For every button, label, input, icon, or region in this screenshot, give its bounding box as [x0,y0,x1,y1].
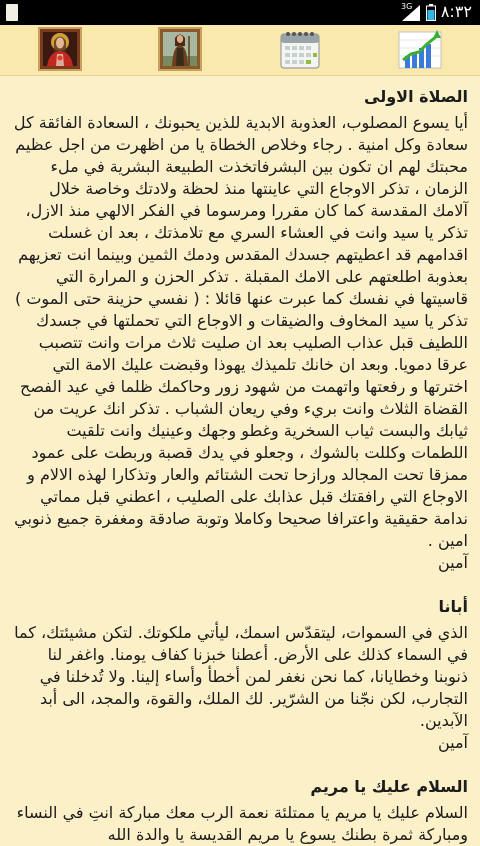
prayer-body [12,802,468,846]
prayer-text-area [0,76,480,846]
prayer-text: الذي في السموات، ليتقدّس اسمك، ليأتي ملكوتك. لتكن مشيئتك، كما في السماء كذلك على الأرض. أعطنا خبزنا كفاف يومنا. واغفر لنا ذنوبنا وخطايانا، كما نحن نغفر لمن أخطأ وأساء إلينا. ولا تُدخلنا في التجارب، لكن نجّنا من الشرّير. لك الملك، والقوة، والمجد، الى أبد الآبدين. [14,623,468,730]
prayer-title: أبانا [438,597,468,616]
prayer-title: السلام عليك يا مريم [310,777,468,796]
prayer-body [12,112,468,574]
prayer-text: أيا يسوع المصلوب، العذوبة الابدية للذين يحبونك ، السعادة الفائقة كل سعادة وكل امنية . رجاء وخلاص الخطاة يا من اظهرت من اجل عظيم محبتك لهم ان تكون بين البشرفاتخذت الطبيعة البشرية في ملء الزمان ، تذكر الاوجاع التي عاينتها منذ لحظة ولادتك وخاصة خلال آلامك المقدسة كما كان مقررا ومرسوما في الفكر الالهي منذ الازل، تذكر يا سيد وانت في العشاء السري مع تلامذتك ، بعد ان غسلت اقدامهم قد اعطيتهم جسدك المقدس ودمك الثمين وبينما انت تعزيهم بعذوبة اطلعتهم على الامك المقبلة . تذكر الحزن و المرارة التي قاسيتها في نفسك كما عبرت عنها قائلا : ( نفسي حزينة حتى الموت ) تذكر يا سيد المخاوف والضيقات و الاوجاع التي تحملتها في جسدك اللطيف قبل عذاب الصليب بعد ان صليت ثلاث مرات وانت تتصبب عرقا دمويا. وبعد ان خانك تلميذك يهوذا وقبضت عليك الامة التي اخترتها و رفعتها واتهمت من شهود زور وحاكمك ظلما في عيد الفصح القضاة الثلاث وانت بريء وفي ريعان الشباب . تذكر انك عريت من ثيابك والبست ثياب السخرية وغطو وجهك وعينيك وانت تلقيت اللطمات وكللت بالشوك ، وجعلو في يدك قصبة وربطت على عمود ممزقا تحت المجالد ورازحا تحت الشتائم والعار وتذكارا لهذه الالام و الاوجاع التي رافقتك قبل عذابك على الصليب ، اعطني قبل مماتي ندامة حقيقية واعترافا صحيحا وكاملا وتوبة صادقة ومغفرة جميع ذنوبي امين . [13,113,468,550]
battery-icon [426,4,436,21]
prayer-title: الصلاة الاولى [364,87,468,106]
prayer-text: السلام عليك يا مريم يا ممتلئة نعمة الرب معك مباركة انتِ في النساء ومباركة ثمرة بطنك يسوع يا مريم القديسة يا والدة الله [16,803,468,844]
prayer-body [12,622,468,754]
prayer-amen: آمين [437,553,468,572]
calendar-button[interactable] [276,25,324,73]
saint-picture-button[interactable] [156,25,204,73]
clock-time: ٨:٣٢ [440,2,472,21]
calendar-icon [277,26,323,72]
prayer-content[interactable] [0,76,480,844]
status-bar [0,0,480,25]
network-type-label: 3G [401,2,413,11]
saint-picture-icon [157,26,203,72]
signal-icon [398,3,422,22]
prayer-amen: آمين [437,733,468,752]
top-toolbar [0,25,480,76]
jesus-picture-icon [37,26,83,72]
chart-button[interactable] [396,25,444,73]
chart-icon [397,26,443,72]
jesus-picture-button[interactable] [36,25,84,73]
app-notification-icon [6,4,18,21]
